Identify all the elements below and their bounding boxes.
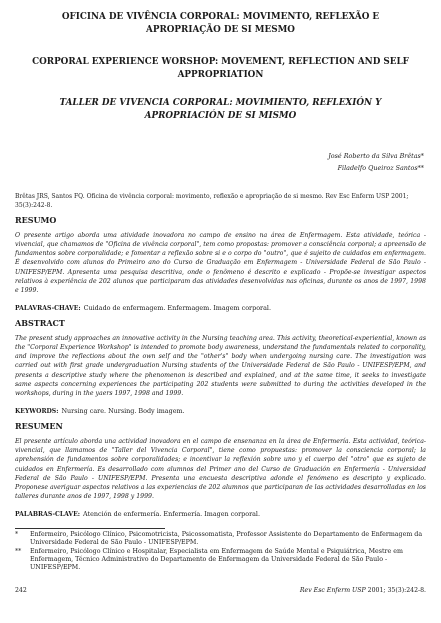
footnotes	[15, 531, 426, 573]
keywords-spanish	[15, 510, 426, 519]
author-name: Filadelfo Queiroz Santos	[337, 164, 418, 172]
keywords-label: KEYWORDS:	[15, 407, 59, 415]
author-name: José Roberto da Silva Brêtas	[328, 152, 421, 160]
title-portuguese: OFICINA DE VIVÊNCIA CORPORAL: MOVIMENTO, REFLEXÃO E APROPRIAÇÃO DE SI MESMO	[61, 12, 380, 35]
section-heading-abstract: ABSTRACT	[15, 317, 65, 328]
journal-name: Rev Esc Enferm USP	[299, 587, 366, 594]
keywords-label: PALAVRAS-CHAVE:	[15, 304, 81, 312]
keywords-text: Cuidado de enfermagem. Enfermagem. Imagem corporal.	[83, 303, 271, 312]
title-english: CORPORAL EXPERIENCE WORSHOP: MOVEMENT, REFLECTION AND SELF APPROPRIATION	[32, 56, 409, 80]
abstract-spanish: El presente artículo aborda una actividad inovadora en el campo de ensenanza en la área de Enfermería. Esta actividad, teórica-vivencial, que llamamos de "Taller del Vivencia Corporal", tiene como propuestas: promover la consciencia corporal; la aprehensión de fundamentos sobre corporalidades; e incentivar la reflexión sobre uno y el cuerpo del "otro" que es sujeto de cuidados en Enfermería. Es desarrollado com alumnos del Primer ano del Curso de Graduación en Enfermería - Universidad Federal de São Paulo - UNIFESP/EPM. Presenta una encuesta descriptiva adonde el fenómeno es descripto y explicado. Proponese averiguar aspectos relativos a las experiencias de 202 alumnos que participaran de las actividades desarrolladas en los talleres durante anos de 1997, 1998 y 1999.	[15, 437, 426, 501]
footnote-mark: **	[15, 548, 22, 556]
author-1	[15, 150, 424, 162]
section-heading-resumo: RESUMO	[15, 214, 57, 225]
journal-reference	[300, 586, 426, 595]
keywords-label: PALABRAS-CLAVE:	[15, 510, 81, 518]
footnote-text: Enfermeiro, Psicólogo Clínico e Hospitalar, Especialista em Enfermagem de Saúde Mental e Psiquiátrica, Mestre em Enfermagem, Técnico Administrativo do Departamento de Enfermagem da Universidade Federal de São Paulo - UNIFESP/EPM.	[30, 548, 403, 572]
keywords-english	[15, 407, 426, 416]
citation: Brêtas JRS, Santos FQ. Oficina de vivência corporal: movimento, reflexão e apropriação de si mesmo. Rev Esc Enferm USP 2001; 35(3):242-8.	[15, 192, 409, 209]
footnote-mark: *	[15, 531, 19, 539]
author-2	[15, 162, 424, 174]
abstract-portuguese: O presente artigo aborda uma atividade inovadora no campo de ensino na área de Enfermagem. Esta atividade, teórica - vivencial, que chamamos de "Oficina de vivência corporal", tem como propostas: promover a consciência corporal; a apreensão de fundamentos sobre corporalidade; e fomentar a reflexão sobre si e o corpo do "outro", que é sujeito de cuidados em enfermagem. É desenvolvido com alunos do Primeiro ano do Curso de Graduação em Enfermagem - Universidade Federal de São Paulo - UNIFESP/EPM. Apresenta uma pesquisa descritiva, onde o fenômeno é descrito e explicado - Propõe-se investigar aspectos relativos à experiência de 202 alunos que participaram das atividades desenvolvidas nas oficinas, durante os anos de 1997, 1998 e 1999.	[15, 231, 426, 295]
footnote-divider	[15, 528, 165, 529]
footnote-text: Enfermeiro, Psicólogo Clínico, Psicomotricista, Psicossomatista, Professor Assistente do Departamento de Enfermagem da Universidade Federal de São Paulo - UNIFESP/EPM.	[30, 531, 423, 547]
keywords-text: Nursing care. Nursing. Body imagem.	[61, 406, 185, 415]
author-list	[15, 150, 426, 174]
footnote-2	[15, 548, 426, 572]
keywords-text: Atención de enfermería. Enfermería. Imagen corporal.	[83, 509, 261, 518]
section-heading-resumen: RESUMEN	[15, 420, 63, 431]
page-number: 242	[15, 587, 27, 594]
footnote-1	[15, 531, 426, 547]
title-spanish: TALLER DE VIVENCIA CORPORAL: MOVIMIENTO, REFLEXIÓN Y APROPRIACIÓN DE SI MISMO	[59, 97, 382, 121]
author-footnote-mark: *	[420, 152, 424, 160]
keywords-portuguese	[15, 304, 426, 313]
abstract-english: The present study approaches an innovative activity in the Nursing teaching area. This activity, theoretical-experiential, known as the "Corporal Experience Workshop" is intended to promote body awareness, understand the fundamentals related to corporality, and improve the reflections about the own self and the "other's" body when undergoing nursing care. The investigation was carried out with first grade undergraduation Nursing students of the Universidade Federal de São Paulo - UNIFESP/EPM, and presents a descriptive study where the phenomenon is described and explained, and at the same time, it seeks to investigate same aspects concerning experiences the participating 202 students were submitted to during the activities developed in the workshops, during in the yaers 1997, 1998 and 1999.	[15, 334, 426, 398]
author-footnote-mark: **	[417, 164, 424, 172]
page-footer	[15, 586, 426, 595]
journal-issue: 2001; 35(3):242-8.	[367, 587, 426, 594]
